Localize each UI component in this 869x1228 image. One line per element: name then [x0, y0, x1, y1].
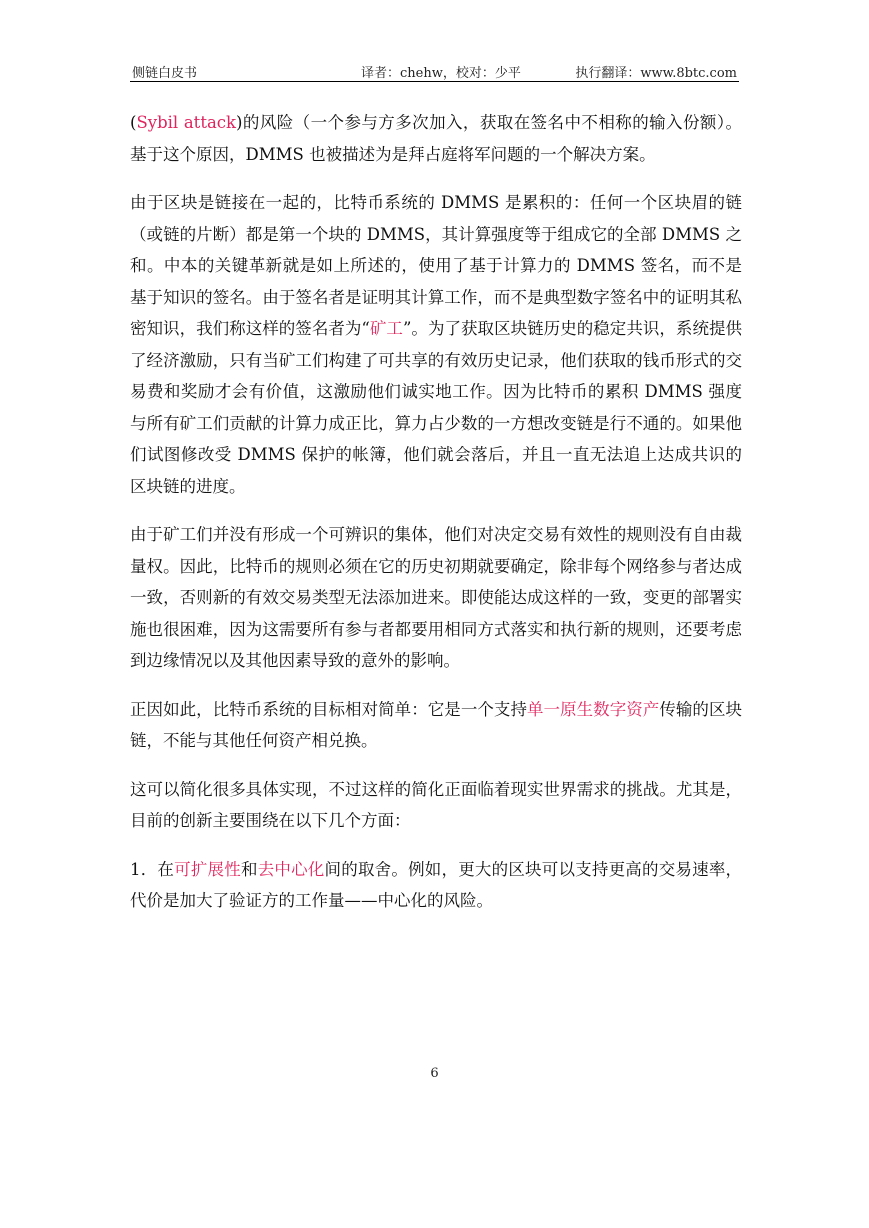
text-run: (: [130, 113, 137, 132]
text-run: 由于区块是链接在一起的，比特币系统的 DMMS 是累积的：任何一个区块眉的链（或链的片断）都是第一个块的 DMMS，其计算强度等于组成它的全部 DMMS 之和。中本的关键革新就是如上所述的，使用了基于计算力的 DMMS 签名，而不是基于知识的签名。由于签名者是证明其计算工作，而不是典型数字签名中的证明其私密知识，我们称这样的签名者为“: [130, 193, 742, 338]
paragraph-dmms: [130, 187, 742, 502]
document-body: [130, 107, 742, 934]
paragraph-goal: [130, 694, 742, 757]
list-item-scalability: [130, 854, 742, 917]
page-number: 6: [430, 1066, 439, 1081]
text-run: 传输的区块链，不能与其他任何资产相兑换。: [130, 699, 743, 750]
link-single-native-asset[interactable]: 单一原生数字资产: [527, 699, 660, 719]
text-run: ”。为了获取区块链历史的稳定共识，系统提供了经济激励，只有当矿工们构建了可共享的有效历史记录，他们获取的钱币形式的交易费和奖励才会有价值，这激励他们诚实地工作。因为比特币的累积 DMMS 强度与所有矿工们贡献的计算力成正比，算力占少数的一方想改变链是行不通的。如果他们试图修改受 DMMS 保护的帐簿，他们就会落后，并且一直无法追上达成共识的区块链的进度。: [130, 319, 743, 496]
page-header: [130, 62, 739, 82]
text-run: 1．在: [130, 859, 175, 879]
paragraph-challenges: 这可以简化很多具体实现，不过这样的简化正面临着现实世界需求的挑战。尤其是，目前的创新主要围绕在以下几个方面：: [130, 779, 742, 830]
header-divider: [130, 81, 739, 82]
link-sybil-attack[interactable]: Sybil attack: [136, 113, 237, 132]
link-miner[interactable]: 矿工: [369, 319, 403, 338]
header-publisher: 执行翻译：www.8btc.com: [575, 66, 737, 81]
text-run: 间的取舍。例如，更大的区块可以支持更高的交易速率，代价是加大了验证方的工作量——中心化的风险。: [130, 859, 743, 910]
text-run: )的风险（一个参与方多次加入，获取在签名中不相称的输入份额）。基于这个原因，DMMS 也被描述为是拜占庭将军问题的一个解决方案。: [130, 113, 742, 164]
paragraph-sybil: [130, 107, 742, 170]
paragraph-rules: 由于矿工们并没有形成一个可辨识的集体，他们对决定交易有效性的规则没有自由裁量权。因此，比特币的规则必须在它的历史初期就要确定，除非每个网络参与者达成一致，否则新的有效交易类型无法添加进来。即使能达成这样的一致，变更的部署实施也很困难，因为这需要所有参与者都要用相同方式落实和执行新的规则，还要考虑到边缘情况以及其他因素导致的意外的影响。: [130, 525, 742, 670]
text-run: 正因如此，比特币系统的目标相对简单：它是一个支持: [130, 699, 527, 719]
header-doc-title: 侧链白皮书: [132, 66, 198, 81]
header-translator: 译者：chehw，校对：少平: [361, 66, 521, 81]
link-scalability[interactable]: 可扩展性: [174, 859, 241, 879]
text-run: 和: [240, 859, 258, 879]
link-decentralization[interactable]: 去中心化: [257, 859, 325, 879]
